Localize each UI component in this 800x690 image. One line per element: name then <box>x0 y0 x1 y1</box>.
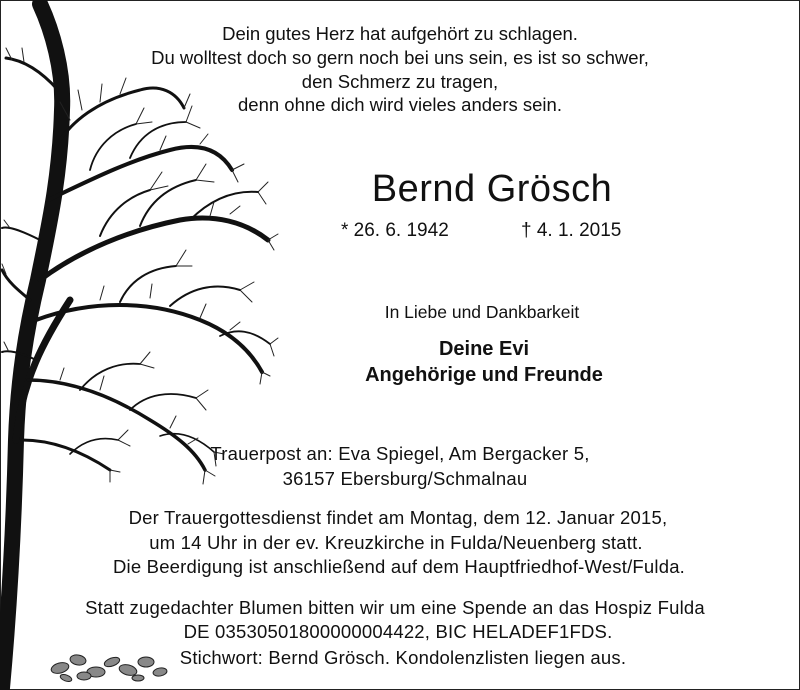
service-line-2: um 14 Uhr in der ev. Kreuzkirche in Fulda/Neuenberg statt. <box>149 532 643 553</box>
mourning-address-line-2: 36157 Ebersburg/Schmalnau <box>282 468 528 489</box>
donation-line-1: Statt zugedachter Blumen bitten wir um eine Spende an das Hospiz Fulda <box>85 597 705 618</box>
service-line-1: Der Trauergottesdienst findet am Montag, dem 12. Januar 2015, <box>128 507 668 528</box>
signer-family: Angehörige und Freunde <box>365 364 603 386</box>
mourning-address-line-1: Trauerpost an: Eva Spiegel, Am Bergacker 5, <box>210 443 590 464</box>
poem-line-4: denn ohne dich wird vieles anders sein. <box>238 94 562 115</box>
donation-line-3: Stichwort: Bernd Grösch. Kondolenzlisten liegen aus. <box>179 647 627 668</box>
dedication: In Liebe und Dankbarkeit <box>384 302 580 322</box>
poem-line-3: den Schmerz zu tragen, <box>301 71 499 92</box>
poem-line-2: Du wolltest doch so gern noch bei uns sein, es ist so schwer, <box>151 47 649 68</box>
donation-bank-details: DE 03530501800000004422, BIC HELADEF1FDS. <box>183 621 613 642</box>
birth-date: * 26. 6. 1942 <box>341 220 449 241</box>
death-date: † 4. 1. 2015 <box>521 220 622 241</box>
poem-line-1: Dein gutes Herz hat aufgehört zu schlagen. <box>222 23 578 44</box>
service-line-3: Die Beerdigung ist anschließend auf dem Hauptfriedhof-West/Fulda. <box>112 556 686 577</box>
signer-primary: Deine Evi <box>438 338 530 360</box>
deceased-name: Bernd Grösch <box>371 168 613 210</box>
